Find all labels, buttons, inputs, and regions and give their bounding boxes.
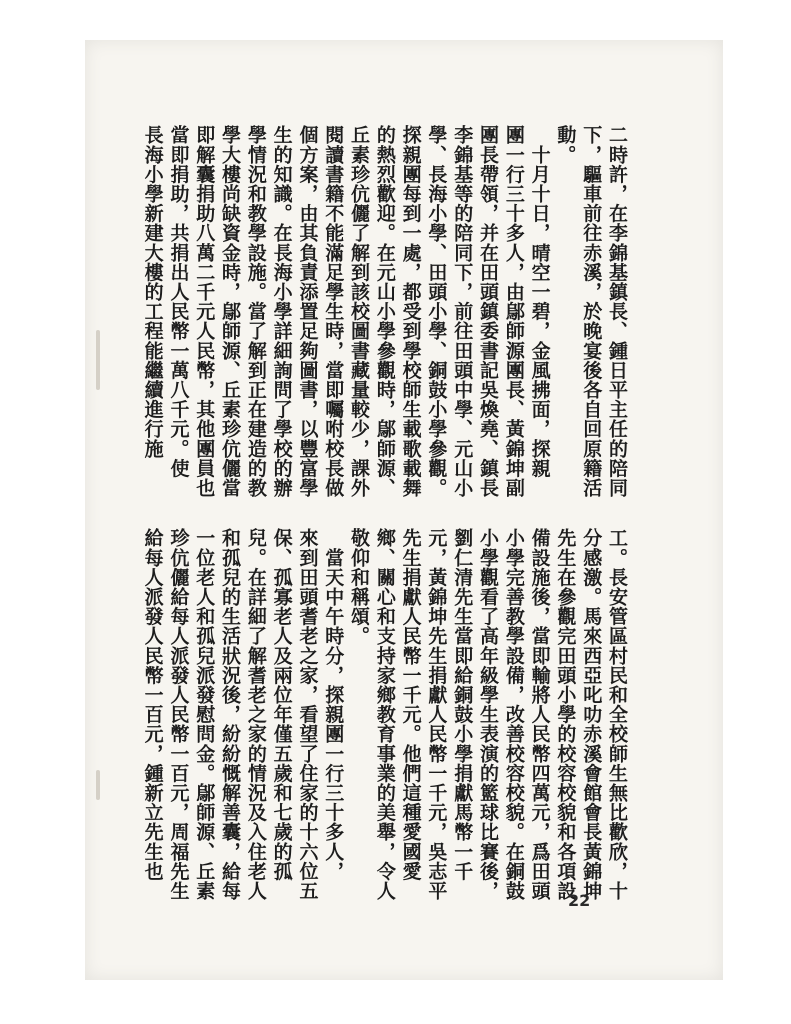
text-column: 丘素珍伉儷了解到該校圖書藏量較少，課外: [348, 125, 371, 498]
text-column: 個方案，由其負責添置足夠圖書，以豐富學: [296, 125, 319, 498]
text-column: 先生捐獻人民幣一千元。他們這種愛國愛: [399, 528, 422, 881]
text-column: 學大樓尚缺資金時，鄔師源、丘素珍伉儷當: [219, 125, 242, 498]
text-column: 來到田頭耆老之家，看望了住家的十六位五: [296, 528, 319, 901]
text-column: 先生在參觀完田頭小學的校容校貌和各項設: [554, 528, 577, 901]
text-column: 閱讀書籍不能滿足學生時，當即囑咐校長做: [322, 125, 345, 498]
text-column: 分感激。馬來西亞叱叻赤溪會館會長黃錦坤: [580, 528, 603, 901]
text-column: 當即捐助，共捐出人民幣一萬八千元。使: [167, 125, 190, 478]
text-column: 團一行三十多人，由鄔師源團長、黃錦坤副: [502, 125, 525, 498]
text-column: 兒。在詳細了解耆老之家的情況及入住老人: [244, 528, 267, 901]
text-column: 生的知識。在長海小學詳細詢問了學校的辦: [270, 125, 293, 498]
text-column: 小學觀看了高年級學生表演的籃球比賽後，: [477, 528, 500, 901]
text-column: 探親團每到一處，都受到學校師生載歌載舞: [399, 125, 422, 498]
text-column: 當天中午時分，探親團一行三十多人，: [322, 528, 345, 881]
text-column: 李錦基等的陪同下，前往田頭中學、元山小: [451, 125, 474, 498]
text-column: 十月十日，晴空一碧，金風拂面，探親: [528, 125, 551, 478]
text-column: 學情況和教學設施。當了解到正在建造的教: [244, 125, 267, 498]
text-column: 一位老人和孤兒派發慰問金。鄔師源、丘素: [193, 528, 216, 901]
text-column: 元，黃錦坤先生捐獻人民幣一千元，吳志平: [425, 528, 448, 901]
text-column: 給每人派發人民幣一百元，鍾新立先生也: [141, 528, 164, 881]
text-column: 二時許，在李錦基鎮長、鍾日平主任的陪同: [606, 125, 628, 498]
text-column: 學、長海小學、田頭小學、銅鼓小學參觀。: [425, 125, 448, 498]
text-column: 團長帶領，并在田頭鎮委書記吳煥堯、鎮長: [477, 125, 500, 498]
page-edge-mark: [96, 770, 100, 800]
page-edge-mark: [96, 330, 100, 390]
text-column: 下，驅車前往赤溪，於晚宴後各自回原籍活: [580, 125, 603, 498]
text-column: 即解囊捐助八萬二千元人民幣，其他團員也: [193, 125, 216, 498]
text-column: 劉仁清先生當即給銅鼓小學捐獻馬幣一千: [451, 528, 474, 881]
text-column: 和孤兒的生活狀況後，紛紛慨解善囊，給每: [219, 528, 242, 901]
text-column: 敬仰和稱頌。: [348, 528, 371, 646]
text-column: 小學完善教學設備，改善校容校貌。在銅鼓: [502, 528, 525, 901]
text-column: 動。: [554, 125, 577, 165]
text-column: 工。長安管區村民和全校師生無比歡欣，十: [606, 528, 628, 901]
text-column: 長海小學新建大樓的工程能繼續進行施: [141, 125, 164, 459]
text-column: 保、孤寡老人及兩位年僅五歲和七歲的孤: [270, 528, 293, 881]
text-block-top: [140, 125, 630, 525]
page-number: 22: [568, 891, 591, 910]
text-column: 的熱烈歡迎。在元山小學參觀時，鄔師源、: [373, 125, 396, 498]
text-column: 備設施後，當即輸將人民幣四萬元，爲田頭: [528, 528, 551, 901]
text-column: 珍伉儷給每人派發人民幣一百元，周福先生: [167, 528, 190, 901]
text-block-bottom: [140, 528, 630, 908]
text-column: 鄉、關心和支持家鄉教育事業的美舉，令人: [373, 528, 396, 901]
